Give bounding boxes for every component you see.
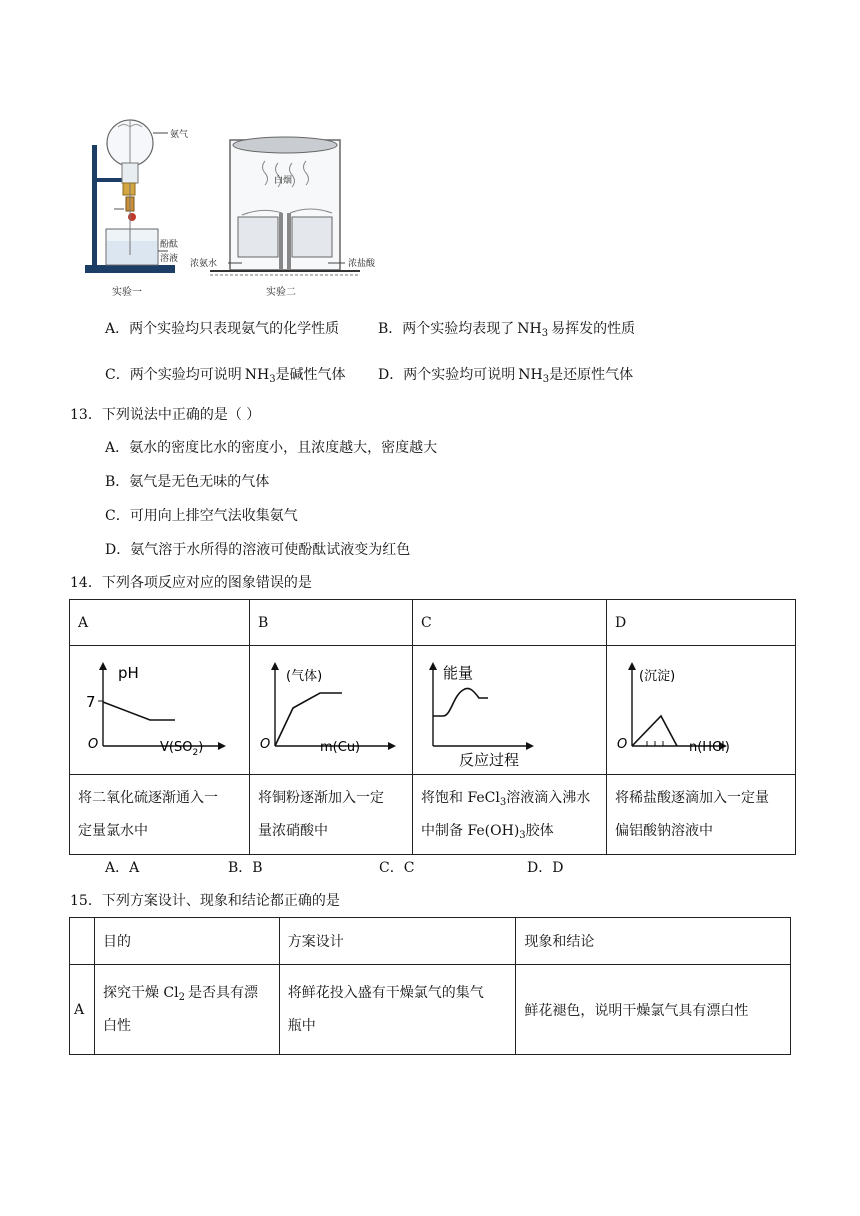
graph-a — [70, 646, 249, 770]
graph-a-origin: O — [88, 737, 99, 752]
q13-option-a: A．氨水的密度比水的密度小，且浓度越大，密度越大 — [105, 440, 438, 456]
q15-row-a-design: 将鲜花投入盛有干燥氯气的集气 瓶中 — [279, 965, 516, 1055]
q12-option-d: D．两个实验均可说明 $NH_3$是还原性气体 — [378, 367, 634, 385]
q14-answer-a: A．A — [105, 860, 140, 876]
graph-b-ylabel: (气体) — [286, 669, 323, 684]
graph-a-xlabel: $V(SO_2)$ — [160, 740, 204, 758]
experiment-two-label: 实验二 — [266, 287, 296, 298]
q14-stem: 14．下列各项反应对应的图象错误的是 — [70, 575, 312, 591]
q14-header-b: B — [250, 600, 413, 646]
q14-graph-row — [70, 646, 796, 775]
q14-desc-c: 将饱和 FeCl$_3$溶液滴入沸水 中制备 $Fe(OH)_3$胶体 — [413, 775, 607, 855]
q13-option-d: D．氨气溶于水所得的溶液可使酚酞试液变为红色 — [105, 542, 411, 558]
graph-c — [413, 646, 606, 770]
q15-row-a — [70, 965, 791, 1055]
graph-b — [250, 646, 412, 770]
q15-header-design: 方案设计 — [279, 918, 516, 965]
phenol-label-2: 溶液 — [160, 254, 179, 264]
graph-b-curve — [275, 693, 342, 746]
phenol-label-1: 酚酞 — [160, 240, 179, 250]
graph-b-xlabel: m(Cu) — [320, 740, 361, 755]
q14-header-d: D — [607, 600, 796, 646]
graph-c-curve — [433, 688, 488, 716]
q15-header-purpose: 目的 — [94, 918, 279, 965]
q14-answer-b: B．B — [228, 860, 263, 876]
q15-header-blank — [70, 918, 95, 965]
experiment-two-apparatus — [210, 137, 360, 275]
q15-header-result: 现象和结论 — [516, 918, 791, 965]
conc-ammonia-label: 浓氨水 — [190, 259, 218, 269]
q14-desc-row — [70, 775, 796, 855]
graph-d-ylabel: (沉淀) — [639, 669, 676, 684]
q15-row-a-result: 鲜花褪色，说明干燥氯气具有漂白性 — [516, 965, 791, 1055]
q15-table — [69, 917, 791, 1055]
graph-a-ytick: 7 — [86, 693, 96, 711]
q15-stem: 15．下列方案设计、现象和结论都正确的是 — [70, 893, 340, 909]
q14-answer-c: C．C — [379, 860, 415, 876]
q12-option-c: C．两个实验均可说明 $NH_3$是碱性气体 — [105, 367, 346, 385]
q12-option-a: A．两个实验均只表现氨气的化学性质 — [105, 321, 340, 337]
graph-d — [607, 646, 795, 770]
experiment-one-label: 实验一 — [112, 287, 142, 298]
q14-graph-d-cell — [607, 646, 796, 775]
q14-graph-c-cell — [413, 646, 607, 775]
apparatus-figure — [60, 105, 400, 305]
graph-d-xlabel: n(HCl) — [689, 740, 730, 755]
graph-d-origin: O — [617, 737, 628, 752]
q15-header-row — [70, 918, 791, 965]
q15-row-a-label: A — [70, 965, 95, 1055]
graph-a-curve — [103, 702, 175, 720]
graph-c-xlabel: 反应过程 — [459, 751, 520, 769]
graph-b-origin: O — [260, 737, 271, 752]
q14-header-c: C — [413, 600, 607, 646]
experiment-one-apparatus — [85, 120, 175, 273]
q14-graph-a-cell — [70, 646, 250, 775]
q14-desc-b: 将铜粉逐渐加入一定 量浓硝酸中 — [250, 775, 413, 855]
q15-row-a-purpose: 探究干燥 $Cl_2$ 是否具有漂 白性 — [94, 965, 279, 1055]
graph-c-ylabel: 能量 — [443, 664, 474, 682]
q14-desc-d: 将稀盐酸逐滴加入一定量 偏铝酸钠溶液中 — [607, 775, 796, 855]
q14-table — [69, 599, 796, 855]
ammonia-label: 氨气 — [170, 130, 189, 140]
q14-answer-d: D．D — [527, 860, 564, 876]
q14-header-row — [70, 600, 796, 646]
smoke-label: 白烟 — [274, 176, 293, 186]
q14-graph-b-cell — [250, 646, 413, 775]
graph-a-ylabel: pH — [118, 664, 139, 682]
conc-hcl-label: 浓盐酸 — [348, 259, 376, 269]
q14-desc-a: 将二氧化硫逐渐通入一 定量氯水中 — [70, 775, 250, 855]
q13-option-c: C．可用向上排空气法收集氨气 — [105, 508, 298, 524]
q12-option-b: B．两个实验均表现了 $NH_3$ 易挥发的性质 — [378, 321, 636, 339]
q13-stem: 13．下列说法中正确的是（ ） — [70, 407, 261, 423]
q13-option-b: B．氨气是无色无味的气体 — [105, 474, 270, 490]
q14-header-a: A — [70, 600, 250, 646]
